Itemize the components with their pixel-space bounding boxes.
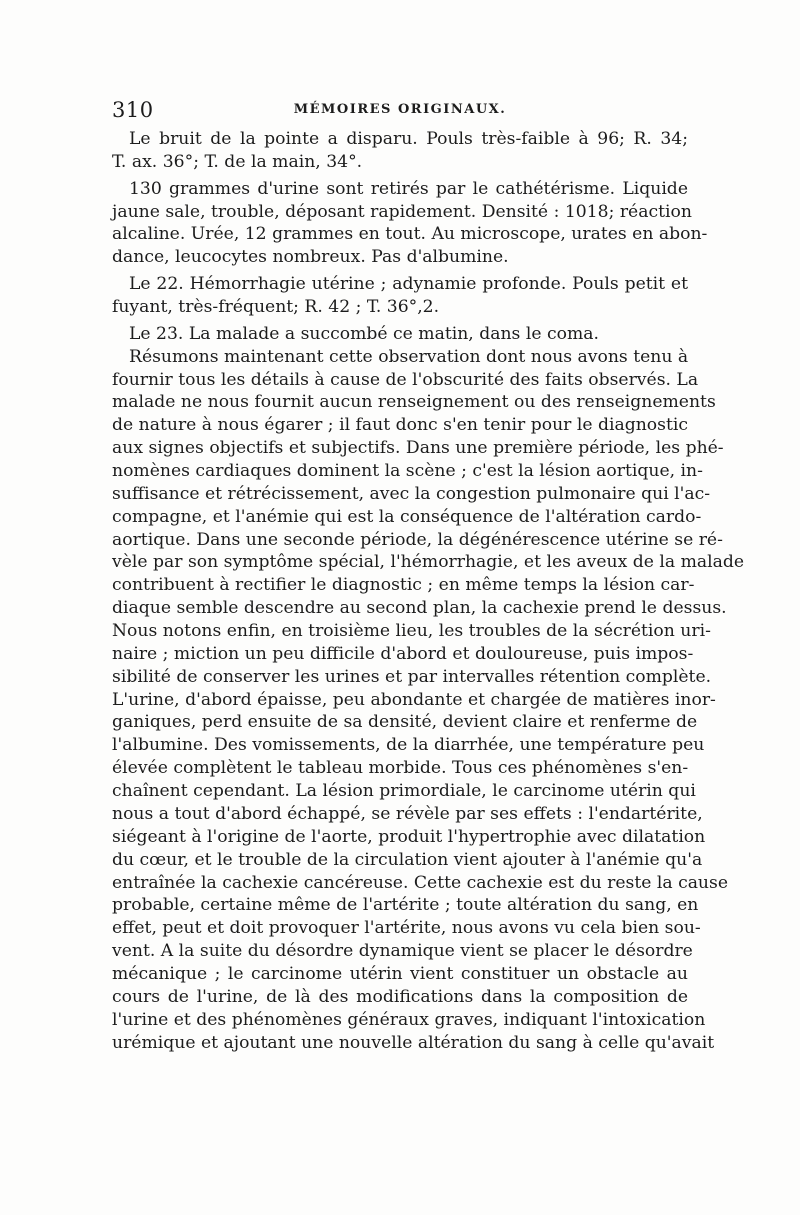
text-line: T. ax. 36°; T. de la main, 34°. xyxy=(112,151,363,172)
text-line: Nous notons enfin, en troisième lieu, les troubles de la sécrétion uri- xyxy=(112,621,711,642)
text-line: compagne, et l'anémie qui est la conséquence de l'altération cardo- xyxy=(112,506,702,527)
body-text xyxy=(112,128,745,1054)
text-line: alcaline. Urée, 12 grammes en tout. Au microscope, urates en abon- xyxy=(112,224,708,245)
text-line: dance, leucocytes nombreux. Pas d'albumine. xyxy=(112,247,509,268)
text-line: de nature à nous égarer ; il faut donc s'en tenir pour le diagnostic xyxy=(112,415,688,436)
page-header xyxy=(112,98,688,126)
paragraph xyxy=(112,128,688,174)
text-line: nomènes cardiaques dominent la scène ; c'est la lésion aortique, in- xyxy=(112,461,703,482)
text-line: nous a tout d'abord échappé, se révèle par ses effets : l'endartérite, xyxy=(112,803,703,824)
text-line: effet, peut et doit provoquer l'artérite, nous avons vu cela bien sou- xyxy=(112,918,701,939)
text-line: jaune sale, trouble, déposant rapidement. Densité : 1018; réaction xyxy=(112,201,692,222)
text-line: du cœur, et le trouble de la circulation vient ajouter à l'anémie qu'a xyxy=(112,849,703,870)
text-line: entraînée la cachexie cancéreuse. Cette cachexie est du reste la cause xyxy=(112,872,728,893)
text-line: 130 grammes d'urine sont retirés par le cathétérisme. Liquide xyxy=(129,178,688,199)
paragraph xyxy=(112,273,688,319)
text-line: siégeant à l'origine de l'aorte, produit l'hypertrophie avec dilatation xyxy=(112,826,706,847)
text-line: fournir tous les détails à cause de l'obscurité des faits observés. La xyxy=(112,369,699,390)
text-line: diaque semble descendre au second plan, la cachexie prend le dessus. xyxy=(112,598,727,619)
running-head: MÉMOIRES ORIGINAUX. xyxy=(293,102,507,117)
text-line: l'albumine. Des vomissements, de la diarrhée, une température peu xyxy=(112,735,705,756)
text-line: mécanique ; le carcinome utérin vient constituer un obstacle au xyxy=(112,963,688,984)
text-line: suffisance et rétrécissement, avec la congestion pulmonaire qui l'ac- xyxy=(112,483,711,504)
text-line: urémique et ajoutant une nouvelle altération du sang à celle qu'avait xyxy=(112,1032,715,1053)
text-line: contribuent à rectifier le diagnostic ; en même temps la lésion car- xyxy=(112,575,695,596)
text-line: cours de l'urine, de là des modifications dans la composition de xyxy=(112,986,688,1007)
text-line: Le bruit de la pointe a disparu. Pouls très-faible à 96; R. 34; xyxy=(129,129,688,149)
text-line: naire ; miction un peu difficile d'abord et douloureuse, puis impos- xyxy=(112,643,694,664)
paragraph xyxy=(112,323,688,346)
text-line: aortique. Dans une seconde période, la dégénérescence utérine se ré- xyxy=(112,529,723,550)
text-line: probable, certaine même de l'artérite ; toute altération du sang, en xyxy=(112,895,699,916)
paragraph xyxy=(112,346,745,1055)
text-line: L'urine, d'abord épaisse, peu abondante et chargée de matières inor- xyxy=(112,689,716,710)
text-line: fuyant, très-fréquent; R. 42 ; T. 36°,2. xyxy=(112,297,440,318)
text-line: Le 23. La malade a succombé ce matin, dans le coma. xyxy=(129,323,599,344)
paragraph xyxy=(112,178,708,269)
text-line: sibilité de conserver les urines et par intervalles rétention complète. xyxy=(112,666,712,687)
text-line: élevée complètent le tableau morbide. Tous ces phénomènes s'en- xyxy=(112,758,689,779)
text-line: aux signes objectifs et subjectifs. Dans une première période, les phé- xyxy=(112,438,724,459)
text-line: malade ne nous fournit aucun renseignement ou des renseignements xyxy=(112,392,716,413)
page-number: 310 xyxy=(112,98,154,122)
text-line: l'urine et des phénomènes généraux graves, indiquant l'intoxication xyxy=(112,1009,706,1030)
text-line: Le 22. Hémorrhagie utérine ; adynamie profonde. Pouls petit et xyxy=(129,274,688,295)
text-line: Résumons maintenant cette observation dont nous avons tenu à xyxy=(129,346,689,367)
text-line: chaînent cependant. La lésion primordiale, le carcinome utérin qui xyxy=(112,781,696,802)
text-line: ganiques, perd ensuite de sa densité, devient claire et renferme de xyxy=(112,712,698,733)
text-line: vent. A la suite du désordre dynamique vient se placer le désordre xyxy=(112,941,693,962)
text-line: vèle par son symptôme spécial, l'hémorrhagie, et les aveux de la malade xyxy=(112,552,745,573)
